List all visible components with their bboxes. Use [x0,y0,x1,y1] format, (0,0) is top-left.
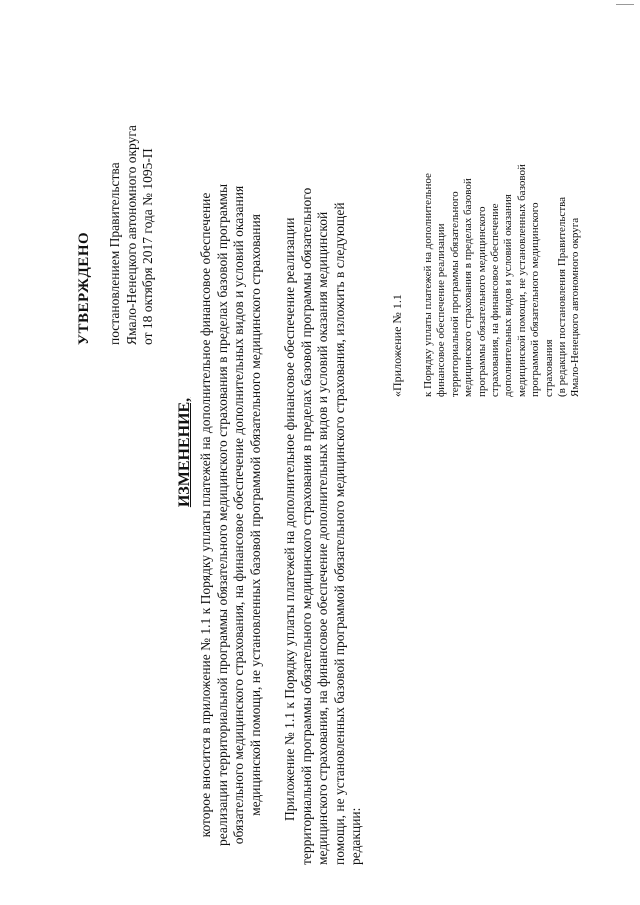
appendix-line: программы обязательного медицинского [475,206,488,397]
body-line: Приложение № 1.1 к Порядку уплаты платежей на дополнительное финансовое обеспечение реализации [282,217,297,821]
body-line: помощи, не установленных базовой программой обязательного медицинского страхования, изложить в следующей [331,202,347,865]
appendix-line: дополнительных видов и условий оказания [502,194,515,397]
appendix-line: программой обязательного медицинского [529,202,542,397]
appendix-line: страхования, на финансовое обеспечение [489,203,502,397]
approval-line: от 18 октября 2017 года № 1095-П [140,148,155,345]
subtitle-line: медицинской помощи, не установленных базовой программой обязательного медицинского страхования [247,214,263,816]
appendix-line: Ямало-Ненецкого автономного округа [569,217,582,397]
document-subtitle [198,165,264,865]
approval-block [76,45,157,345]
body-line: редакции: [348,807,364,865]
appendix-line: медицинского страхования в пределах базовой [462,178,475,397]
appendix-block [422,97,583,397]
subtitle-line: обязательного медицинского страхования, на финансовое обеспечение дополнительных видов и условий оказания [231,185,247,845]
appendix-line: к Порядку уплаты платежей на дополнительное [422,173,434,397]
document-title: ИЗМЕНЕНИЕ, [176,397,193,508]
appendix-line: страхования [542,339,555,397]
appendix-label: «Приложение № 1.1 [390,294,404,397]
appendix-line: финансовое обеспечение реализации [435,223,448,397]
approval-line: постановлением Правительства [107,162,122,345]
body-line: территориальной программы обязательного медицинского страхования в пределах базовой программы обязательного [298,187,314,865]
body-paragraph [282,65,365,865]
appendix-line: территориальной программы обязательного [448,191,461,397]
body-line: медицинского страхования, на финансовое обеспечение дополнительных видов и условий оказания медицинской [315,211,331,865]
subtitle-line: которое вносится в приложение № 1.1 к Порядку уплаты платежей на дополнительное финансовое обеспечение [198,192,213,838]
subtitle-line: реализации территориальной программы обязательного медицинского страхования в пределах базовой программы [214,183,230,847]
appendix-line: медицинской помощи, не установленных базовой [515,164,528,397]
approval-line: Ямало-Ненецкого автономного округа [123,125,139,345]
appendix-line: (в редакции постановления Правительства [556,196,569,397]
approval-heading: УТВЕРЖДЕНО [76,231,92,345]
